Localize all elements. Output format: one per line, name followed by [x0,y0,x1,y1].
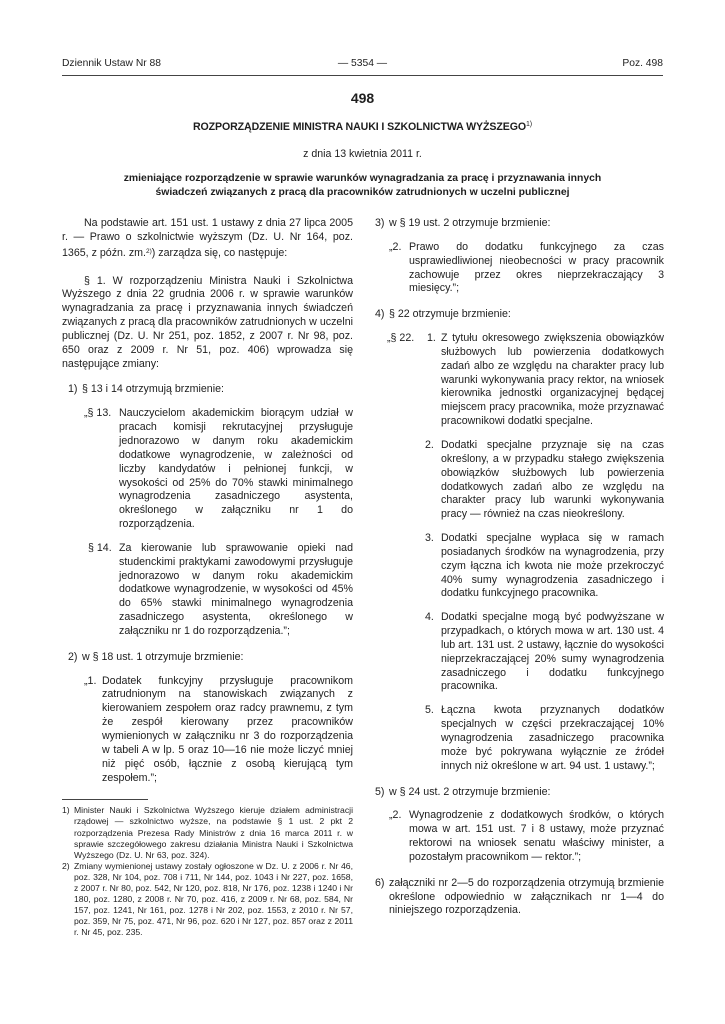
act-number: 498 [350,90,375,106]
section-number: „§ 22. [387,332,415,345]
paragraph-number: 1. [427,332,436,345]
paragraph-number: 5. [425,704,434,717]
amendment-item-2 [62,651,353,665]
amendment-item-5 [375,786,664,800]
section-19-para-2 [375,241,664,296]
item-number: 4) [375,308,385,321]
footnote-number: 2) [62,860,70,871]
paragraph-text: Dodatek funkcyjny przysługuje pracownikom zatrudnionym na stanowiskach związanych z kierowaniem zespołem oraz radcy prawnemu, z tym że zespół kierowany przez pracowników wymienionych w załączniku nr 3 do rozporządzenia w tabeli A w lp. 5 oraz 10—16 nie może liczyć mniej niż pięć osób, łącznie z osobą kierującą tym zespołem.”; [102,674,353,784]
header-rule [62,75,663,76]
title-footnote-ref: 1) [525,121,533,128]
preamble-footnote-ref: 2) [146,247,152,255]
paragraph-number: 3. [425,532,434,545]
section-text: Nauczycielom akademickim biorącym udział w pracach komisji rekrutacyjnej przysługuje jednorazowo w danym roku akademickim dodatkowe wynagrodzenie, w zależności od liczby kandydatów i pełnionej funkcji, w wysokości od 25% do 70% stawki minimalnego wynagrodzenia zasadniczego asystenta, określonego w załączniku nr 1 do rozporządzenia. [119,407,353,531]
left-column [62,217,353,939]
footnote-text: Zmiany wymienionej ustawy zostały ogłoszone w Dz. U. z 2006 r. Nr 46, poz. 328, Nr 104, poz. 708 i 711, Nr 144, poz. 1043 i Nr 227, poz. 1658, z 2007 r. Nr 80, poz. 542, Nr 120, poz. 818, Nr 176, poz. 1238 i 1240 i Nr 180, poz. 1280, z 2008 r. Nr 70, poz. 416, z 2009 r. Nr 68, poz. 584, Nr 157, poz. 1241, Nr 161, poz. 1278 i Nr 202, poz. 1553, z 2010 r. Nr 57, poz. 359, Nr 75, poz. 471, Nr 96, poz. 620 i Nr 127, poz. 857 oraz z 2011 r. Nr 45, poz. 235. [74,860,353,938]
paragraph-1: § 1. W rozporządzeniu Ministra Nauki i Szkolnictwa Wyższego z dnia 22 grudnia 2006 r. w sprawie warunków wynagradzania za pracę i przyznawania innych świadczeń związanych z pracą dla pracowników zatrudnionych w uczelni publicznej (Dz. U. Nr 251, poz. 1852, z 2007 r. Nr 98, poz. 650 oraz z 2009 r. Nr 51, poz. 406) wprowadza się następujące zmiany: [62,274,353,370]
act-date: z dnia 13 kwietnia 2011 r. [303,148,422,160]
page-header [62,57,663,71]
paragraph-number: 2. [425,438,434,451]
paragraph-text: Prawo do dodatku funkcyjnego za czas usprawiedliwionej nieobecności w pracy pracownik zachowuje przez okres nieprzekraczający 3 miesięcy.”; [409,240,664,295]
page-number: — 5354 — [337,58,388,69]
paragraph-text: Dodatki specjalne przyznaje się na czas określony, a w przypadku stałego zwiększenia obowiązków służbowych lub powierzenia dodatkowych zadań albo ze względu na charakter pracy lub warunki wykonywania pracy — również na czas nieokreślony. [441,438,664,521]
section-14 [62,542,353,639]
section-22 [375,332,664,773]
preamble-end: ) zarządza się, co następuje: [151,246,288,259]
paragraph-text: Łączna kwota przyznanych dodatków specjalnych w części przekraczającej 10% wynagrodzenia zasadniczego pracownika może być pokrywana wyłącznie ze źródeł innych niż określone w art. 94 ust. 1 ustawy.”; [441,704,664,772]
section-18-para-1 [62,675,353,786]
section-13 [62,407,353,532]
amendment-item-6 [375,877,664,919]
item-number: 6) [375,876,385,889]
preamble [62,217,353,261]
item-text: § 13 i 14 otrzymują brzmienie: [82,383,224,396]
paragraph-text: Dodatki specjalne wypłaca się w ramach posiadanych środków na wynagrodzenia, przy czym łączna ich kwota nie może przekroczyć 40% sumy wynagrodzenia zasadniczego i dodatku funkcyjnego pracownika. [441,532,664,600]
paragraph-number: „1. [84,674,97,687]
section-22-para-3 [375,532,664,601]
item-number: 5) [375,785,385,798]
act-title-text: ROZPORZĄDZENIE MINISTRA NAUKI I SZKOLNICTWA WYŻSZEGO [192,121,526,133]
item-number: 1) [68,383,78,396]
act-subject: zmieniające rozporządzenie w sprawie warunków wynagradzania za pracę i przyznawania innych świadczeń związanych z pracą dla pracowników zatrudnionych w uczelni publicznej [123,173,602,198]
paragraph-number: „2. [389,240,402,253]
section-24-para-2 [375,809,664,864]
right-column [375,217,664,918]
journal-name: Dziennik Ustaw Nr 88 [62,58,161,69]
item-text: w § 19 ust. 2 otrzymuje brzmienie: [389,217,551,229]
item-number: 2) [68,650,78,663]
paragraph-text: Z tytułu okresowego zwiększenia obowiązków służbowych lub powierzenia dodatkowych zadań albo ze względu na charakter pracy lub warunki wykonywania pracy rektor, na wniosek kierownika jednostki organizacyjnej będącej miejscem pracy pracownika, może przyznawać pracownikowi dodatki specjalne. [441,332,664,428]
item-text: załączniki nr 2—5 do rozporządzenia otrzymują brzmienie określone odpowiednio w załącznikach nr 1—4 do niniejszego rozporządzenia. [389,876,664,917]
preamble-text: Na podstawie art. 151 ust. 1 ustawy z dnia 27 lipca 2005 r. — Prawo o szkolnictwie wyższym (Dz. U. Nr 164, poz. 1365, z późn. zm. [62,217,353,259]
paragraph-text: Wynagrodzenie z dodatkowych środków, o których mowa w art. 151 ust. 7 i 8 ustawy, może przyznać rektorowi na wniosek senatu właściwy minister, a pozostałym pracownikom — rektor.”; [409,809,664,863]
item-text: w § 24 ust. 2 otrzymuje brzmienie: [389,785,551,798]
act-title [0,121,725,133]
section-number: „§ 13. [84,407,112,420]
section-22-para-1 [375,332,664,429]
footnote-1 [62,805,353,860]
paragraph-text: Dodatki specjalne mogą być podwyższane w przypadkach, o których mowa w art. 130 ust. 4 lub art. 131 ust. 2 ustawy, łącznie do wysokości nieprzekraczającej 20% sumy wynagrodzenia zasadniczego i dodatku funkcyjnego pracownika. [441,611,664,693]
footnote-text: Minister Nauki i Szkolnictwa Wyższego kieruje działem administracji rządowej — szkolnictwo wyższe, na podstawie § 1 ust. 2 pkt 2 rozporządzenia Prezesa Rady Ministrów z dnia 16 marca 2011 r. w sprawie szczegółowego zakresu działania Ministra Nauki i Szkolnictwa Wyższego (Dz. U. Nr 63, poz. 324). [74,805,353,860]
amendment-item-4 [375,308,664,322]
item-text: § 22 otrzymuje brzmienie: [389,308,511,321]
amendment-item-3 [375,217,664,231]
section-22-para-2 [375,439,664,522]
paragraph-number: „2. [389,809,402,822]
paragraph-number: 4. [425,611,434,624]
footnote-2 [62,861,353,939]
section-text: Za kierowanie lub sprawowanie opieki nad studenckimi praktykami zawodowymi przysługuje jednorazowo w danym roku akademickim dodatkowe wynagrodzenie, w wysokości od 45% do 65% stawki minimalnego wynagrodzenia zasadniczego asystenta, określonego w załączniku nr 1 do rozporządzenia.”; [119,541,353,637]
section-number: § 14. [88,541,112,554]
item-number: 3) [375,217,385,229]
section-22-para-4 [375,611,664,694]
footnote-number: 1) [62,805,70,816]
amendment-item-1 [62,383,353,397]
item-text: w § 18 ust. 1 otrzymuje brzmienie: [82,650,244,663]
position-number: Poz. 498 [622,58,663,69]
section-22-para-5 [375,704,664,773]
